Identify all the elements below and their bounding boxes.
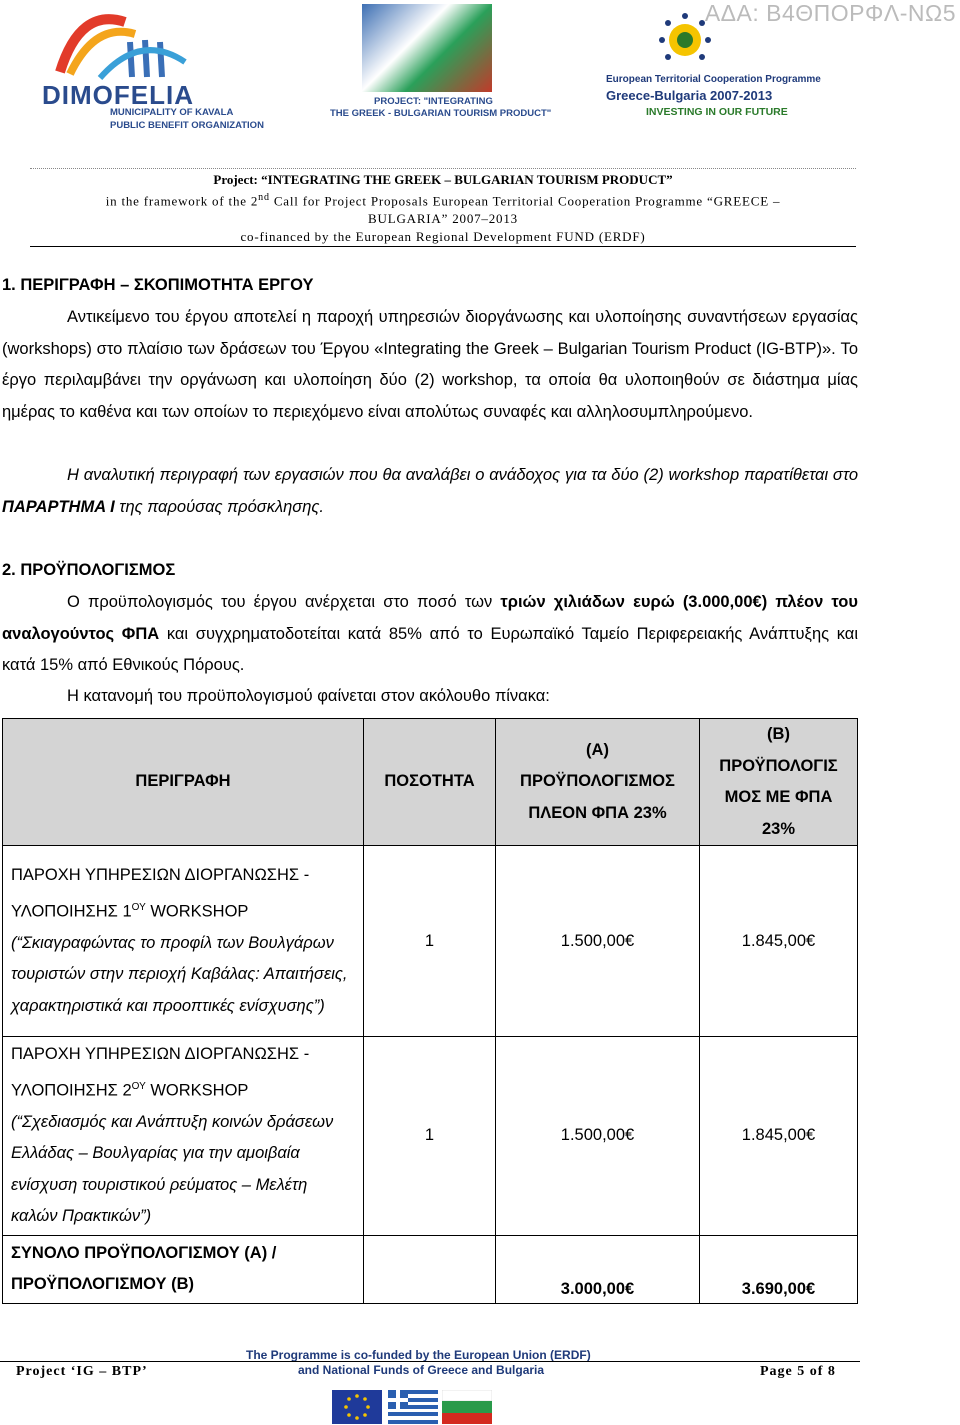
etc-logo-line3: INVESTING IN OUR FUTURE (646, 106, 788, 118)
footer-page-number: Page 5 of 8 (760, 1364, 836, 1379)
etc-logo-line1: European Territorial Cooperation Programme (606, 74, 821, 85)
row2-title2 (11, 1071, 355, 1107)
table-total-row (3, 1235, 858, 1303)
project-period-line: BULGARIA” 2007–2013 (368, 211, 518, 227)
budget-a-h3: ΠΛΕΟΝ ΦΠΑ 23% (528, 803, 667, 822)
dimofelia-sub2: PUBLIC BENEFIT ORGANIZATION (110, 120, 264, 131)
row1-budget-b: 1.845,00€ (700, 846, 858, 1037)
annex-post: της παρούσας πρόσκλησης. (114, 497, 324, 516)
col-header-description: ΠΕΡΙΓΡΑΦΗ (3, 719, 364, 846)
cofund-line1: The Programme is co-funded by the European Union (ERDF) (246, 1348, 591, 1362)
budget-b-h3: ΜΟΣ ΜΕ ΦΠΑ (724, 788, 833, 806)
row1-title2-pre: ΥΛΟΠΟΙΗΣΗΣ 1 (11, 902, 132, 920)
bulgarian-flag-icon (442, 1390, 492, 1424)
section2-heading: 2. ΠΡΟΫΠΟΛΟΓΙΣΜΟΣ (2, 561, 176, 579)
row1-description (3, 846, 364, 1037)
section1-paragraph: Αντικείμενο του έργου αποτελεί η παροχή υπηρεσιών διοργάνωσης και υλοποίησης συναντήσεων εργασίας (workshops) στο πλαίσιο των δράσεων του Έργου «Integrating the Greek – Bulgarian Tourism Product (IG-BTP)». Το έργο περιλαμβάνει την οργάνωση και υλοποίηση δύο (2) workshop, τα οποία θα υλοποιηθούν σε διάστημα μίας ημέρας το καθένα και των οποίων το περιεχόμενο είναι απολύτως συναφές και αλληλοσυμπληρούμενο. (2, 308, 858, 421)
total-budget-a: 3.000,00€ (496, 1235, 700, 1303)
row1-title1: ΠΑΡΟΧΗ ΥΠΗΡΕΣΙΩΝ ΔΙΟΡΓΑΝΩΣΗΣ - (11, 866, 310, 884)
row2-subtitle: (“Σχεδιασμός και Ανάπτυξη κοινών δράσεων Ελλάδας – Βουλγαρίας για την αμοιβαία ενίσχυση τουριστικού ρεύματος – Μελέτη καλών Πρακτικών”) (11, 1112, 334, 1225)
budget-b-h1: (Β) (767, 725, 790, 743)
budget-b-h2: ΠΡΟΫΠΟΛΟΓΙΣ (719, 756, 838, 775)
section1-annex-paragraph (2, 460, 858, 523)
row2-title2-sup: ΟΥ (131, 1080, 146, 1092)
dimofelia-wordmark: DIMOFELIA (42, 80, 194, 110)
etc-logo-line2: Greece-Bulgaria 2007-2013 (606, 88, 773, 103)
table-row (3, 1037, 858, 1236)
project-cofinance-line: co-financed by the European Regional Development FUND (ERDF) (240, 229, 646, 245)
budget-post: και συγχρηματοδοτείται κατά 85% από το Ευρωπαϊκό Ταμείο Περιφερειακής Ανάπτυξης και κατά 15% από Εθνικούς Πόρους. (2, 624, 859, 674)
dimofelia-logo (38, 2, 288, 140)
row1-budget-a: 1.500,00€ (496, 846, 700, 1037)
total-budget-b: 3.690,00€ (700, 1235, 858, 1303)
total-label (3, 1235, 364, 1303)
annex-ref: ΠΑΡΑΡΤΗΜΑ Ι (2, 497, 115, 516)
budget-amount: τριών χιλιάδων ευρώ (3.000,00€) πλέον του αναλογούντος ΦΠΑ (2, 593, 858, 643)
table-row (3, 846, 858, 1037)
total-label-line1: ΣΥΝΟΛΟ ΠΡΟΫΠΟΛΟΓΙΣΜΟΥ (Α) / (11, 1243, 277, 1262)
eu-stars-icon (650, 10, 720, 70)
budget-pre: Ο προϋπολογισμός του έργου ανέρχεται στο ποσό των (67, 593, 501, 611)
col-header-budget-b (700, 719, 858, 846)
row2-budget-a: 1.500,00€ (496, 1037, 700, 1236)
table-header-row (3, 719, 858, 846)
etc-programme-logo (606, 10, 826, 120)
row2-title2-post: WORKSHOP (145, 1081, 249, 1099)
budget-a-h1: (Α) (586, 740, 609, 759)
col-header-quantity: ΠΟΣΟΤΗΤΑ (364, 719, 496, 846)
row1-quantity: 1 (364, 846, 496, 1037)
footer-cofund-text (246, 1348, 626, 1378)
footer-divider (0, 1361, 860, 1362)
section1-heading: 1. ΠΕΡΙΓΡΑΦΗ – ΣΚΟΠΙΜΟΤΗΤΑ ΕΡΓΟΥ (2, 276, 314, 294)
project-photo-icon (362, 4, 492, 92)
ada-watermark: ΑΔΑ: Β4ΘΠΟΡΦΛ-ΝΩ5 (704, 0, 956, 26)
row1-title2-sup: ΟΥ (131, 901, 146, 913)
dimofelia-sub1: MUNICIPALITY OF KAVALA (110, 107, 234, 118)
col-header-budget-a (496, 719, 700, 846)
total-quantity (364, 1235, 496, 1303)
dimofelia-emblem-icon (40, 2, 200, 82)
framework-pre: in the framework of the 2 (105, 193, 259, 209)
project-logo (326, 4, 552, 122)
row2-quantity: 1 (364, 1037, 496, 1236)
row2-description (3, 1037, 364, 1236)
project-framework-line (30, 189, 856, 210)
project-logo-line1: PROJECT: "INTEGRATING (374, 96, 493, 107)
project-info-header (30, 168, 856, 247)
framework-sup: nd (258, 192, 270, 203)
project-title-line: Project: “INTEGRATING THE GREEK – BULGARIAN TOURISM PRODUCT” (213, 172, 673, 187)
cofund-line2: and National Funds of Greece and Bulgaria (298, 1363, 545, 1377)
budget-table (2, 718, 858, 1304)
annex-pre: Η αναλυτική περιγραφή των εργασιών που θα αναλάβει ο ανάδοχος για τα δύο (2) workshop παρατίθεται στο (67, 466, 858, 484)
row2-title1: ΠΑΡΟΧΗ ΥΠΗΡΕΣΙΩΝ ΔΙΟΡΓΑΝΩΣΗΣ - (11, 1045, 310, 1063)
budget-a-h2: ΠΡΟΫΠΟΛΟΓΙΣΜΟΣ (520, 772, 675, 791)
table-intro: Η κατανομή του προϋπολογισμού φαίνεται στον ακόλουθο πίνακα: (67, 687, 550, 705)
row1-title2-post: WORKSHOP (145, 902, 249, 920)
section2-paragraph (2, 587, 858, 682)
row1-title2 (11, 892, 355, 928)
eu-flag-icon (332, 1390, 382, 1424)
framework-post: Call for Project Proposals European Territorial Cooperation Programme “GREECE – (269, 193, 781, 209)
project-logo-line2: THE GREEK - BULGARIAN TOURISM PRODUCT" (330, 108, 552, 119)
row2-budget-b: 1.845,00€ (700, 1037, 858, 1236)
budget-b-h4: 23% (761, 819, 796, 838)
greek-flag-icon (388, 1390, 438, 1424)
footer-project-label: Project ‘IG – BTP’ (16, 1364, 148, 1379)
total-label-line2: ΠΡΟΫΠΟΛΟΓΙΣΜΟΥ (Β) (11, 1275, 195, 1293)
row1-subtitle: (“Σκιαγραφώντας το προφίλ των Βουλγάρων τουριστών στην περιοχή Καβάλας: Απαιτήσεις, χαρακτηριστικά και προοπτικές ενίσχυσης”) (11, 933, 348, 1015)
row2-title2-pre: ΥΛΟΠΟΙΗΣΗΣ 2 (11, 1081, 132, 1099)
